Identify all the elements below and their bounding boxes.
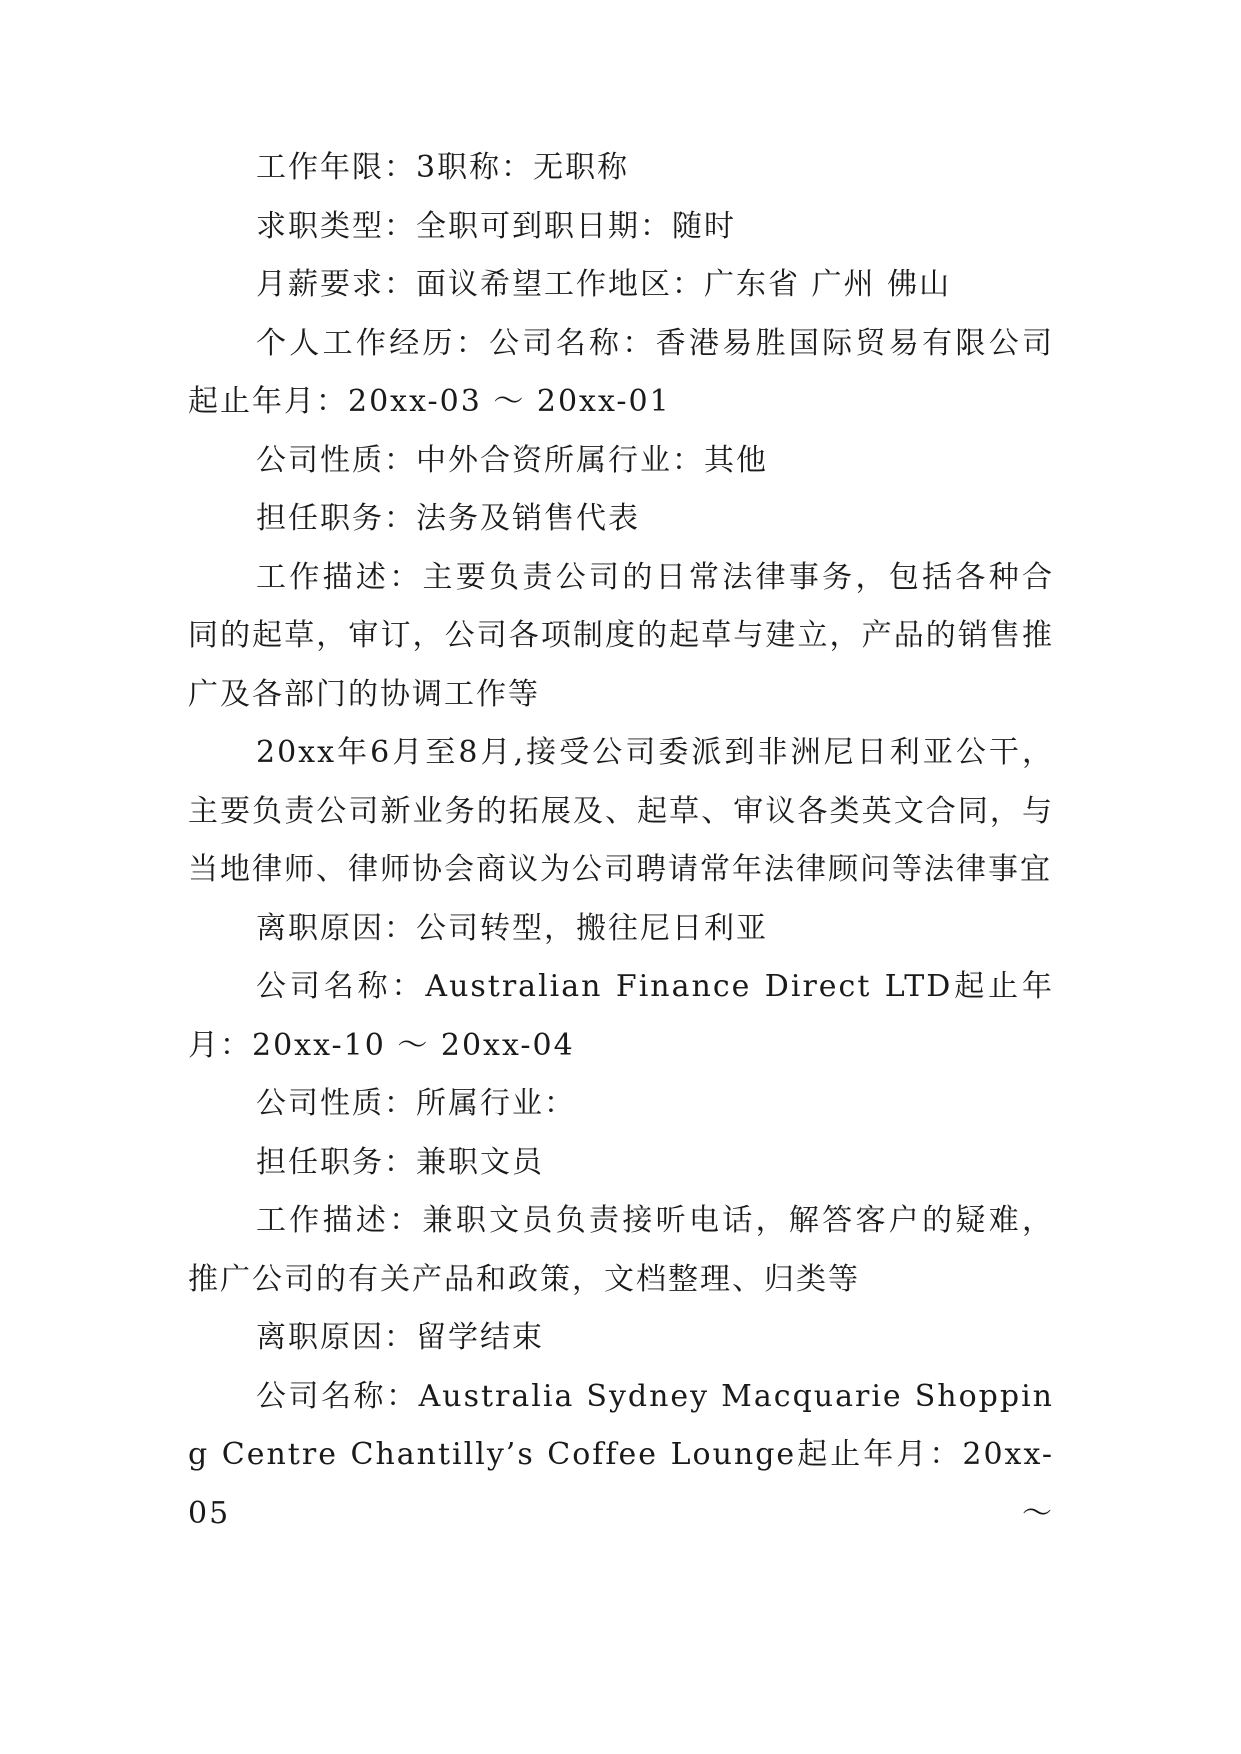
company-2-name-dates: 公司名称：Australian Finance Direct LTD起止年月：20xx-10 ～ 20xx-04 (188, 969, 1054, 1063)
company-2-nature: 公司性质：所属行业： (256, 1086, 576, 1121)
company-1-position: 担任职务：法务及销售代表 (256, 501, 640, 536)
work-years-paragraph: 工作年限：3职称：无职称 (256, 150, 630, 185)
company-1-assignment: 20xx年6月至8月,接受公司委派到非洲尼日利亚公干，主要负责公司新业务的拓展及、起草、审议各类英文合同，与当地律师、律师协会商议为公司聘请常年法律顾问等法律事宜 (188, 735, 1054, 887)
job-type-paragraph: 求职类型：全职可到职日期：随时 (256, 208, 736, 244)
company-3-name-dates: 公司名称：Australia Sydney Macquarie Shopping Centre Chantilly’s Coffee Lounge起止年月：20xx-05 ～ (188, 1378, 1054, 1531)
company-1-description: 工作描述：主要负责公司的日常法律事务，包括各种合同的起草，审订，公司各项制度的起草与建立，产品的销售推广及各部门的协调工作等 (188, 559, 1054, 712)
document-body (188, 139, 1054, 1543)
company-2-description: 工作描述：兼职文员负责接听电话，解答客户的疑难，推广公司的有关产品和政策，文档整理、归类等 (188, 1203, 1054, 1297)
work-history-company-1: 个人工作经历：公司名称：香港易胜国际贸易有限公司起止年月：20xx-03 ～ 20xx-01 (188, 325, 1054, 419)
company-2-position: 担任职务：兼职文员 (256, 1144, 544, 1180)
company-1-leave-reason: 离职原因：公司转型，搬往尼日利亚 (256, 910, 768, 946)
company-1-nature: 公司性质：中外合资所属行业：其他 (256, 442, 768, 478)
company-2-leave-reason: 离职原因：留学结束 (256, 1320, 544, 1355)
salary-location-paragraph: 月薪要求：面议希望工作地区：广东省 广州 佛山 (256, 267, 952, 302)
